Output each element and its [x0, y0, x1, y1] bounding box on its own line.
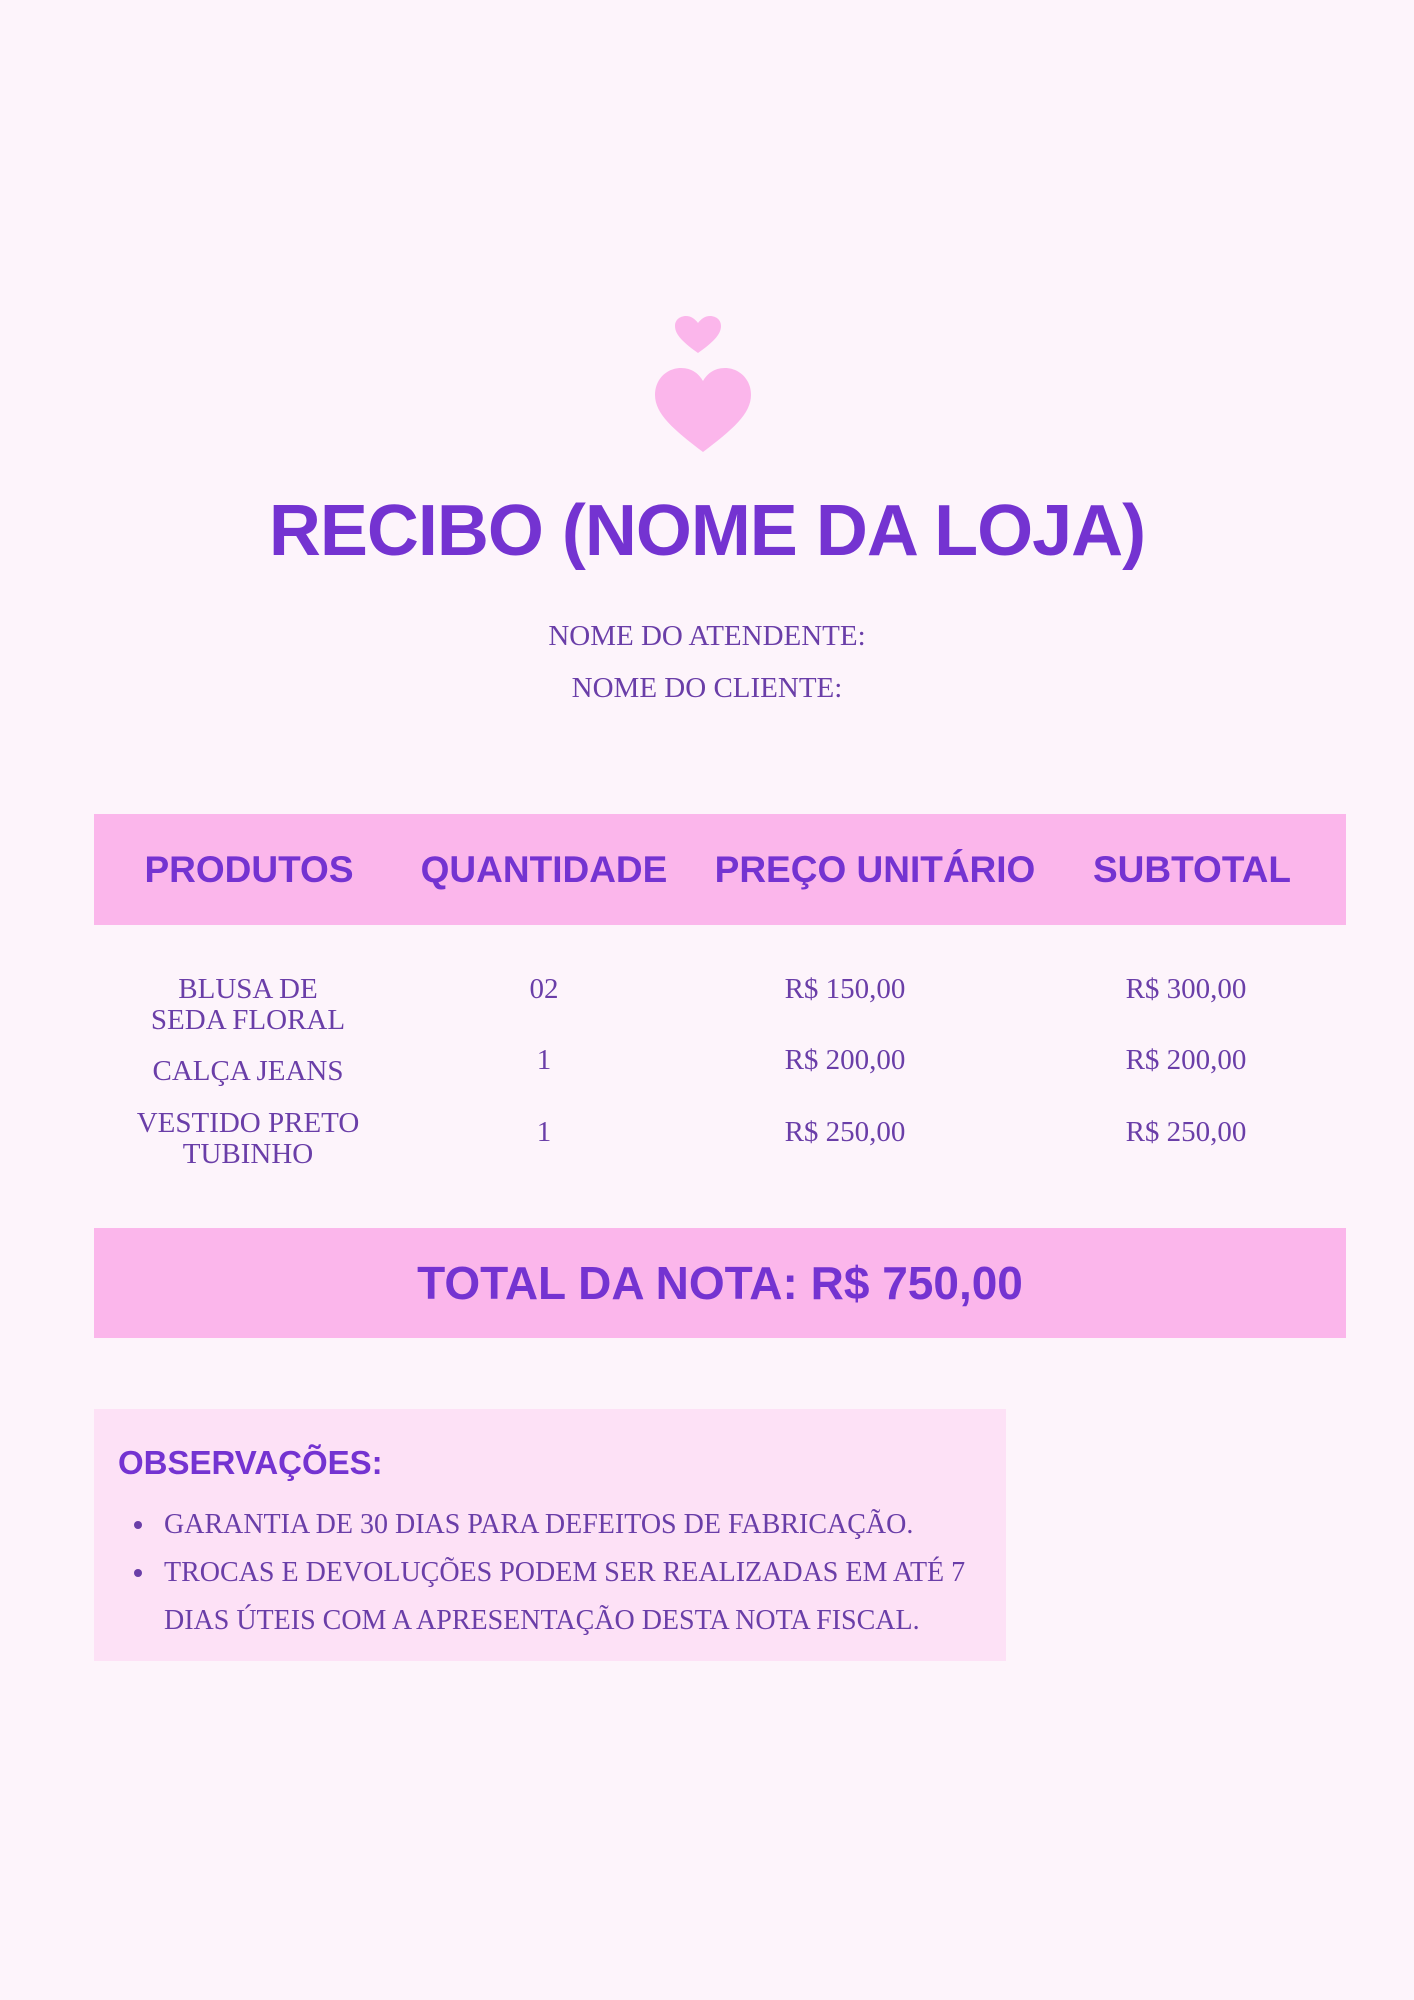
- column-header-products: PRODUTOS: [144, 849, 354, 890]
- column-header-quantity: QUANTIDADE: [420, 849, 668, 890]
- row-unit-price: R$ 200,00: [784, 1044, 906, 1076]
- table-header: [94, 814, 1346, 925]
- row-unit-price: R$ 150,00: [784, 973, 906, 1005]
- large-heart-icon: [655, 368, 751, 452]
- total-bar: [94, 1228, 1346, 1338]
- row-quantity: 1: [536, 1044, 552, 1076]
- column-header-unit-price: PREÇO UNITÁRIO: [714, 849, 1036, 890]
- row-subtotal: R$ 250,00: [1125, 1116, 1247, 1148]
- row-quantity: 1: [536, 1116, 552, 1148]
- row-subtotal: R$ 300,00: [1125, 973, 1247, 1005]
- attendant-name-label: NOME DO ATENDENTE:: [548, 620, 866, 652]
- small-heart-icon: [675, 316, 721, 353]
- row-unit-price: R$ 250,00: [784, 1116, 906, 1148]
- note-text: TROCAS E DEVOLUÇÕES PODEM SER REALIZADAS EM ATÉ 7 DIAS ÚTEIS COM A APRESENTAÇÃO DESTA NOTA FISCAL.: [164, 1557, 966, 1636]
- row-product: CALÇA JEANS: [152, 1055, 344, 1087]
- notes-title: OBSERVAÇÕES:: [118, 1444, 383, 1481]
- notes-box: [94, 1409, 1006, 1661]
- column-header-subtotal: SUBTOTAL: [1092, 849, 1291, 890]
- list-item: [164, 1501, 1024, 1549]
- notes-list: [118, 1501, 1024, 1645]
- row-product: VESTIDO PRETO TUBINHO: [136, 1107, 360, 1170]
- bullet-icon: [134, 1569, 142, 1577]
- client-name-label: NOME DO CLIENTE:: [571, 672, 843, 704]
- list-item: [164, 1549, 1024, 1645]
- row-subtotal: R$ 200,00: [1125, 1044, 1247, 1076]
- hearts-decoration: [0, 0, 1414, 460]
- note-text: GARANTIA DE 30 DIAS PARA DEFEITOS DE FABRICAÇÃO.: [164, 1509, 914, 1540]
- total-amount: TOTAL DA NOTA: R$ 750,00: [417, 1257, 1023, 1309]
- row-quantity: 02: [529, 973, 559, 1005]
- bullet-icon: [134, 1521, 142, 1529]
- receipt-title: RECIBO (NOME DA LOJA): [268, 491, 1146, 571]
- row-product: BLUSA DE SEDA FLORAL: [150, 973, 346, 1036]
